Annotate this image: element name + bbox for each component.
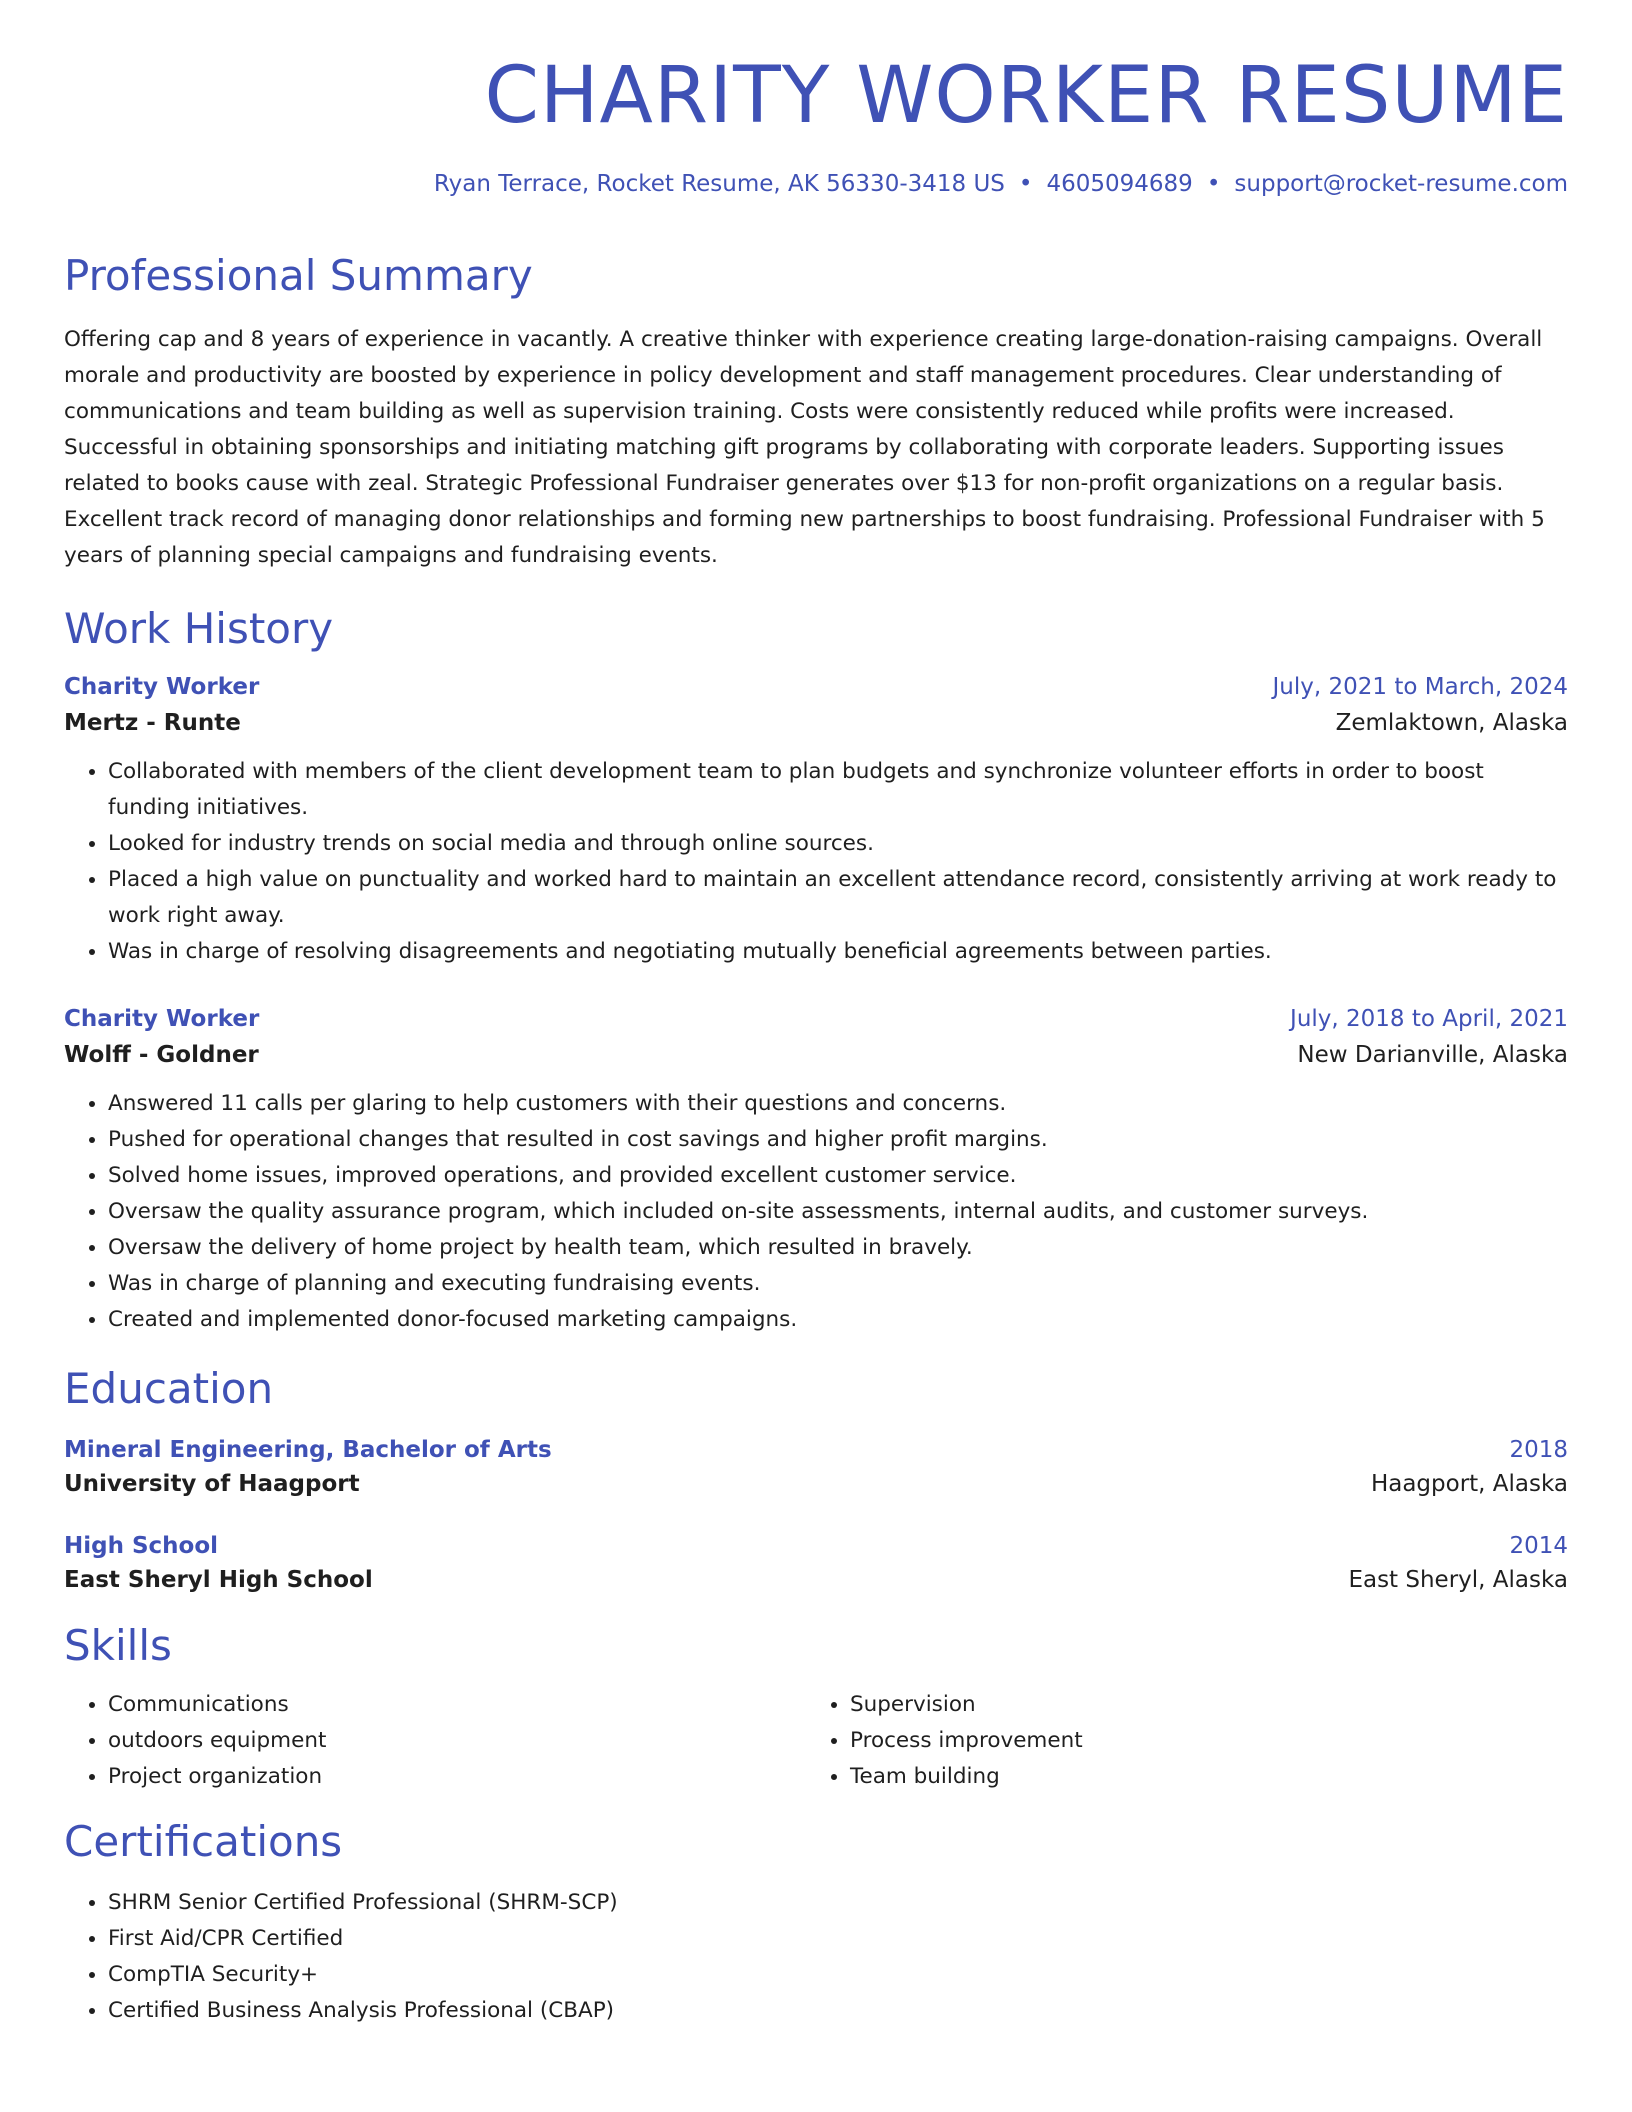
list-item: • SHRM Senior Certified Professional (SHRM-SCP) [108, 1885, 1568, 1921]
contact-separator: • [1206, 170, 1221, 197]
job-location: Zemlaktown, Alaska [1335, 710, 1568, 737]
resume-title: CHARITY WORKER RESUME [484, 51, 1568, 141]
resume-page [64, 0, 1568, 2029]
education-degree: Mineral Engineering, Bachelor of Arts [64, 1436, 552, 1463]
list-item: • Supervision [850, 1687, 1548, 1723]
skills-heading: Skills [64, 1620, 172, 1670]
list-item: • Solved home issues, improved operations, and provided excellent customer service. [108, 1158, 1568, 1194]
list-item: • First Aid/CPR Certified [108, 1921, 1568, 1957]
certifications-section [64, 1817, 1568, 2029]
list-item: • Team building [850, 1759, 1548, 1795]
education-year: 2014 [1509, 1532, 1568, 1559]
job-entry [64, 1006, 1568, 1338]
job-dates: July, 2018 to April, 2021 [1290, 1006, 1568, 1033]
list-item: • Looked for industry trends on social media and through online sources. [108, 826, 1568, 862]
education-heading: Education [64, 1364, 274, 1414]
education-degree: High School [64, 1532, 219, 1559]
list-item: • Oversaw the delivery of home project by health team, which resulted in bravely. [108, 1230, 1568, 1266]
contact-line [64, 170, 1568, 200]
list-item: • Was in charge of resolving disagreements and negotiating mutually beneficial agreements between parties. [108, 934, 1568, 970]
list-item: • Answered 11 calls per glaring to help customers with their questions and concerns. [108, 1086, 1568, 1122]
list-item: • outdoors equipment [108, 1723, 806, 1759]
list-item: • Was in charge of planning and executing fundraising events. [108, 1266, 1568, 1302]
skills-list-right [806, 1687, 1548, 1795]
list-item: • Certified Business Analysis Professional (CBAP) [108, 1993, 1568, 2029]
summary-text: Offering cap and 8 years of experience in vacantly. A creative thinker with experience creating large-donation-raising campaigns. Overall morale and productivity are boosted by experience in policy development and staff management procedures. Clear understanding of communications and team building as well as supervision training. Costs were consistently reduced while profits were increased. Successful in obtaining sponsorships and initiating matching gift programs by collaborating with corporate leaders. Supporting issues related to books cause with zeal. Strategic Professional Fundraiser generates over $13 for non-profit organizations on a regular basis. Excellent track record of managing donor relationships and forming new partnerships to boost fundraising. Professional Fundraiser with 5 years of planning special campaigns and fundraising events. [64, 326, 1545, 568]
list-item: • Created and implemented donor-focused marketing campaigns. [108, 1302, 1568, 1338]
job-title: Charity Worker [64, 1006, 260, 1033]
list-item: • Pushed for operational changes that resulted in cost savings and higher profit margins. [108, 1122, 1568, 1158]
list-item: • Placed a high value on punctuality and worked hard to maintain an excellent attendance record, consistently arriving at work ready to work right away. [108, 862, 1568, 934]
certifications-heading: Certifications [64, 1817, 343, 1867]
job-location: New Darianville, Alaska [1297, 1042, 1568, 1069]
education-location: Haagport, Alaska [1370, 1470, 1568, 1497]
job-employer: Mertz - Runte [64, 710, 241, 737]
contact-separator: • [1018, 170, 1033, 197]
job-dates: July, 2021 to March, 2024 [1272, 674, 1568, 701]
education-school: University of Haagport [64, 1470, 360, 1497]
contact-address: Ryan Terrace, Rocket Resume, AK 56330-3418 US [433, 170, 1005, 197]
summary-section [64, 251, 1568, 573]
job-bullets [64, 754, 1568, 970]
education-entry [64, 1533, 1568, 1593]
list-item: • Project organization [108, 1759, 806, 1795]
list-item: • Collaborated with members of the client development team to plan budgets and synchronize volunteer efforts in order to boost funding initiatives. [108, 754, 1568, 826]
work-history-heading: Work History [64, 603, 334, 653]
list-item: • Oversaw the quality assurance program, which included on-site assessments, internal audits, and customer surveys. [108, 1194, 1568, 1230]
list-item: • Communications [108, 1687, 806, 1723]
education-section [64, 1364, 1568, 1592]
education-entry [64, 1437, 1568, 1497]
job-title: Charity Worker [64, 674, 260, 701]
list-item: • Process improvement [850, 1723, 1548, 1759]
job-employer: Wolff - Goldner [64, 1042, 259, 1069]
skills-grid [64, 1687, 1568, 1795]
education-school: East Sheryl High School [64, 1566, 373, 1593]
skills-section [64, 1621, 1568, 1795]
skills-list-left [64, 1687, 806, 1795]
list-item: • CompTIA Security+ [108, 1957, 1568, 1993]
certifications-list [64, 1885, 1568, 2029]
education-location: East Sheryl, Alaska [1348, 1566, 1568, 1593]
contact-phone: 4605094689 [1046, 170, 1193, 197]
contact-email: support@rocket-resume.com [1234, 170, 1568, 197]
job-entry [64, 674, 1568, 970]
summary-heading: Professional Summary [64, 251, 533, 301]
job-bullets [64, 1086, 1568, 1338]
education-year: 2018 [1509, 1436, 1568, 1463]
work-history-section [64, 604, 1568, 1338]
